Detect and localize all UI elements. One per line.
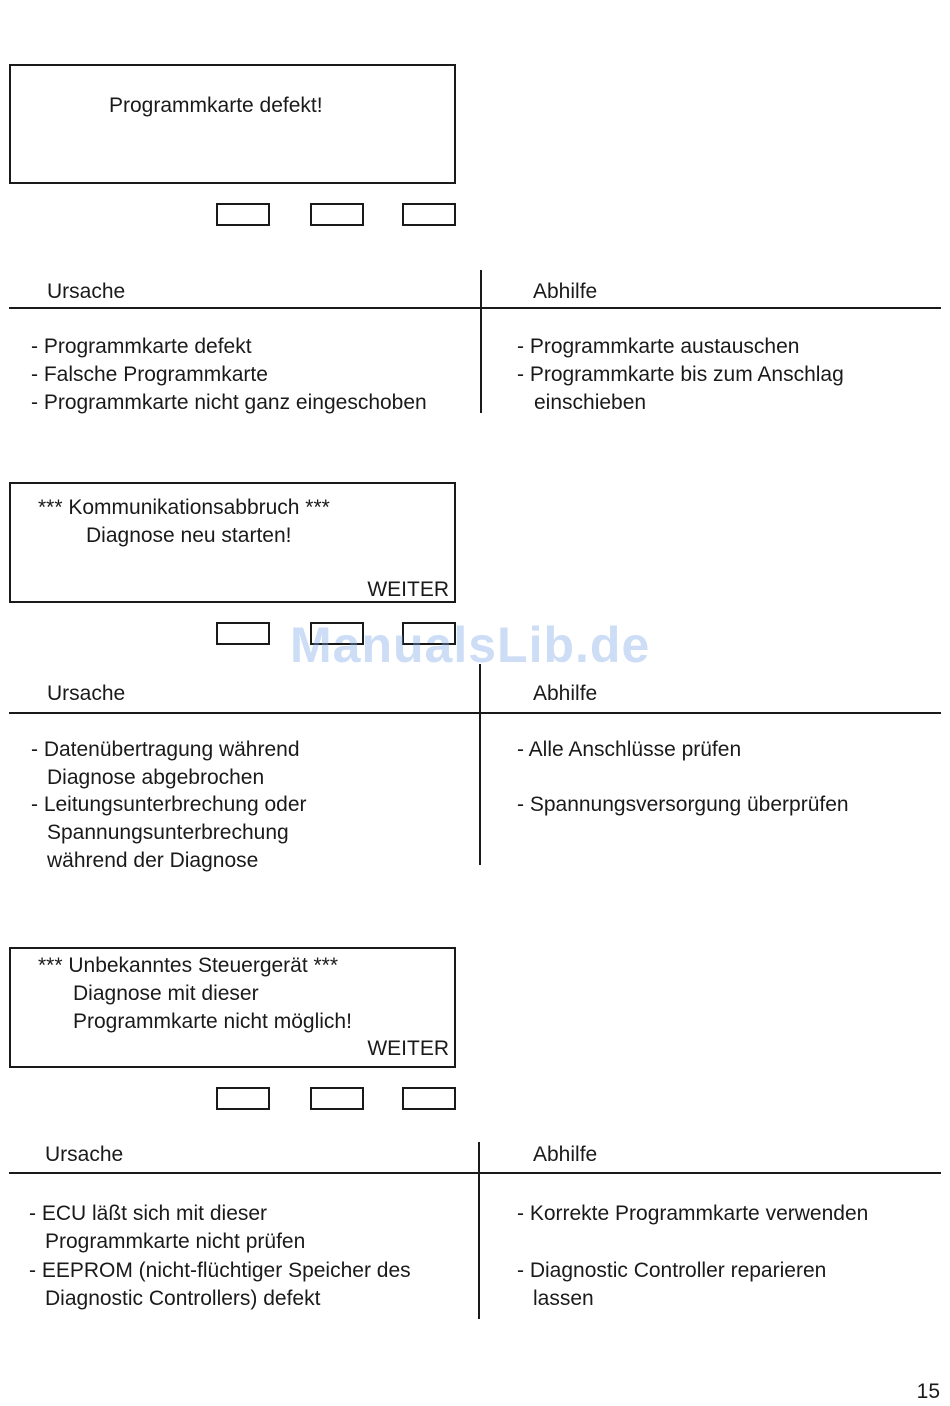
display-screen-communication-abort <box>9 482 456 603</box>
table-header-rule <box>9 1172 941 1174</box>
cause-item: - Falsche Programmkarte <box>31 363 268 386</box>
cause-item: - Programmkarte defekt <box>31 335 252 358</box>
remedy-item: - Diagnostic Controller reparieren <box>517 1259 827 1282</box>
weiter-action-label[interactable]: WEITER <box>367 1037 449 1060</box>
soft-key-middle[interactable] <box>310 203 364 226</box>
remedy-item: - Alle Anschlüsse prüfen <box>517 738 742 761</box>
cause-item: - ECU läßt sich mit dieser <box>29 1202 268 1225</box>
table-header-rule <box>9 307 941 309</box>
screen-title: *** Kommunikationsabbruch *** <box>38 496 330 519</box>
cause-item: - Leitungsunterbrechung oder <box>31 793 307 816</box>
remedy-header: Abhilfe <box>533 1143 598 1166</box>
remedy-item: - Programmkarte bis zum Anschlag <box>517 363 844 386</box>
remedy-header: Abhilfe <box>533 280 598 303</box>
remedy-item: - Spannungsversorgung überprüfen <box>517 793 849 816</box>
table-column-divider <box>480 270 482 413</box>
cause-header: Ursache <box>45 1143 124 1166</box>
display-screen-program-card-defect <box>9 64 456 184</box>
remedy-item: einschieben <box>534 391 647 414</box>
cause-item: Programmkarte nicht prüfen <box>45 1230 306 1253</box>
cause-header: Ursache <box>47 280 126 303</box>
remedy-item: lassen <box>533 1287 594 1310</box>
table-column-divider <box>478 1142 480 1319</box>
table-column-divider <box>479 664 481 865</box>
soft-key-right[interactable] <box>402 1087 456 1110</box>
display-screen-unknown-ecu <box>9 947 456 1068</box>
cause-header: Ursache <box>47 682 126 705</box>
cause-item: Spannungsunterbrechung <box>47 821 289 844</box>
soft-key-left[interactable] <box>216 203 270 226</box>
remedy-item: - Korrekte Programmkarte verwenden <box>517 1202 869 1225</box>
weiter-action-label[interactable]: WEITER <box>367 578 449 601</box>
cause-item: - EEPROM (nicht-flüchtiger Speicher des <box>29 1259 411 1282</box>
watermark: ManualsLib.de <box>290 617 651 673</box>
table-header-rule <box>9 712 941 714</box>
cause-item: Diagnostic Controllers) defekt <box>45 1287 321 1310</box>
soft-key-right[interactable] <box>402 203 456 226</box>
remedy-header: Abhilfe <box>533 682 598 705</box>
soft-key-left[interactable] <box>216 622 270 645</box>
screen-message: Diagnose neu starten! <box>86 524 292 547</box>
screen-title: *** Unbekanntes Steuergerät *** <box>38 954 339 977</box>
cause-item: Diagnose abgebrochen <box>47 766 265 789</box>
cause-item: - Datenübertragung während <box>31 738 300 761</box>
cause-item: während der Diagnose <box>47 849 259 872</box>
soft-key-middle[interactable] <box>310 1087 364 1110</box>
screen-message: Diagnose mit dieser <box>73 982 259 1005</box>
cause-item: - Programmkarte nicht ganz eingeschoben <box>31 391 427 414</box>
page-number: 15 <box>916 1380 940 1403</box>
screen-message: Programmkarte defekt! <box>109 94 323 117</box>
soft-key-left[interactable] <box>216 1087 270 1110</box>
screen-message: Programmkarte nicht möglich! <box>73 1010 352 1033</box>
remedy-item: - Programmkarte austauschen <box>517 335 800 358</box>
